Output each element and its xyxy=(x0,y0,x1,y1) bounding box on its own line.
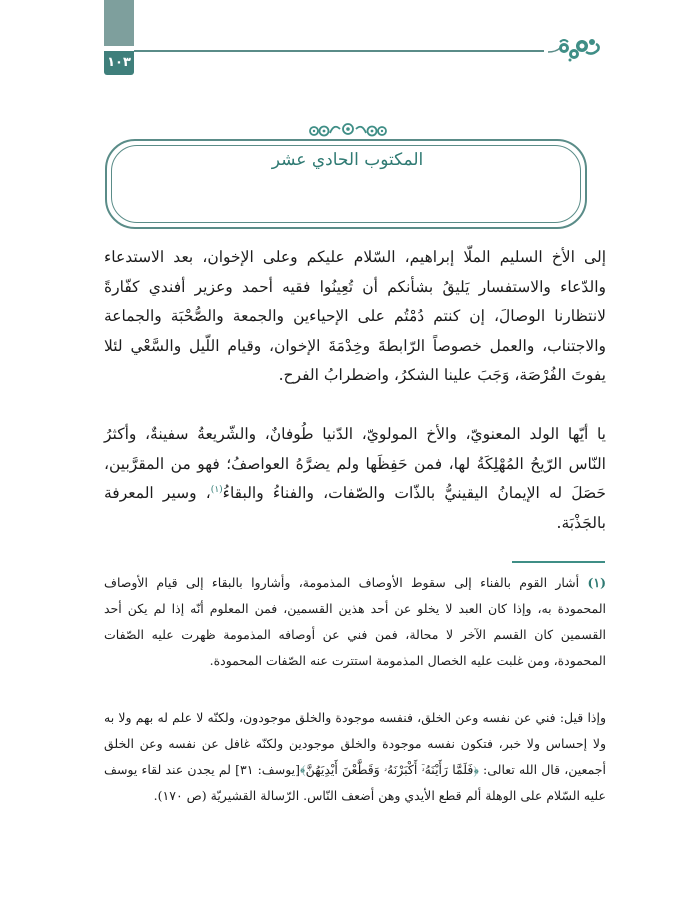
body-paragraph-2 xyxy=(104,420,606,538)
footnote-1-number: (١) xyxy=(587,575,606,590)
quran-bracket-close: ﴾ xyxy=(300,762,306,777)
page-number: ١٠٣ xyxy=(104,51,134,75)
footnote-2-text: وإذا قيل: فني عن نفسه وعن الخلق، فنفسه موجودة والخلق موجودون، ولكنّه لا علم له بهم ولا به ولا إحساس ولا خبر، فتكون نفسه موجودة والخلق موجودين ولكنّه غافل عن نفسه وعن الخلق أجمعين، قال الله تعالى: xyxy=(104,710,607,777)
footnote-divider xyxy=(512,561,605,563)
body-paragraph-2-text-end: ، وسير المعرفة بالجَذْبَة. xyxy=(104,484,606,532)
page-tab-decoration xyxy=(104,0,134,46)
header-divider xyxy=(134,50,544,52)
footnote-1-continuation xyxy=(104,705,606,809)
quran-bracket-open: ﴿ xyxy=(473,762,479,777)
body-paragraph-1: إلى الأخ السليم الملّا إبراهيم، السّلام عليكم وعلى الإخوان، بعد الاستدعاء والدّعاء والاستفسار يَليقُ بشأنكم أن تُعِينُوا فقيه أحمد وعزير أفندي كفّارةً لانتظارنا الوصالَ، إن كنتم دُمْتُم على الإحياءين والجمعة والصُّحْبَة والجماعة والاجتناب، والعمل خصوصاً الرّابطةَ وخِدْمَةَ الإخوان، وقيام اللّيل والسَّعْي لئلا يفوتَ الفُرْصَة، وَجَبَ علينا الشكرُ، واضطرابُ الفرح. xyxy=(104,248,606,384)
footnote-1-text: أشار القوم بالفناء إلى سقوط الأوصاف المذمومة، وأشاروا بالبقاء إلى قيام الأوصاف المحمودة به، وإذا كان العبد لا يخلو عن أحد هذين القسمين، فمن المعلوم أنّه إذا لم يكن أحد القسمين كان القسم الآخر لا محالة، فمن فني عن أوصافه المذمومة ظهرت عليه الصّفات المحمودة، ومن غلبت عليه الخصال المذمومة استترت عنه الصّفات المحمودة. xyxy=(104,575,606,668)
body-paragraph-2-text: يا أيّها الولد المعنويّ، والأخ المولويّ، الدّنيا طُوفانٌ، والشّريعةُ سفينةٌ، وأكثرُ النّاس الرّيحُ المُهْلِكَةُ لها، فمن حَفِظَها ولم يضرَّهُ العواصفُ؛ فهو من المقرَّبين، حَصَلَ له الإيمانُ اليقينيُّ بالذّات والصّفات، والفناءُ والبقاءُ xyxy=(104,425,606,502)
floral-ornament-icon xyxy=(546,36,604,64)
quran-verse: فَلَمَّا رَأَيْنَهُۥٓ أَكْبَرْنَهُۥ وَقَطَّعْنَ أَيْدِيَهُنَّ xyxy=(305,762,474,777)
chapter-title: المكتوب الحادي عشر xyxy=(271,150,424,170)
footnote-reference-1[interactable]: (١) xyxy=(210,484,223,495)
scroll-ornament-icon xyxy=(308,121,388,137)
footnote-1 xyxy=(104,570,606,674)
footnote-2-citation: [يوسف: ٣١] لم يجدن عند لقاء يوسف عليه السّلام على الوهلة ألم قطع الأيدي وهن أضعف النّاس. الرّسالة القشيريّة (ص ١٧٠). xyxy=(104,762,606,803)
